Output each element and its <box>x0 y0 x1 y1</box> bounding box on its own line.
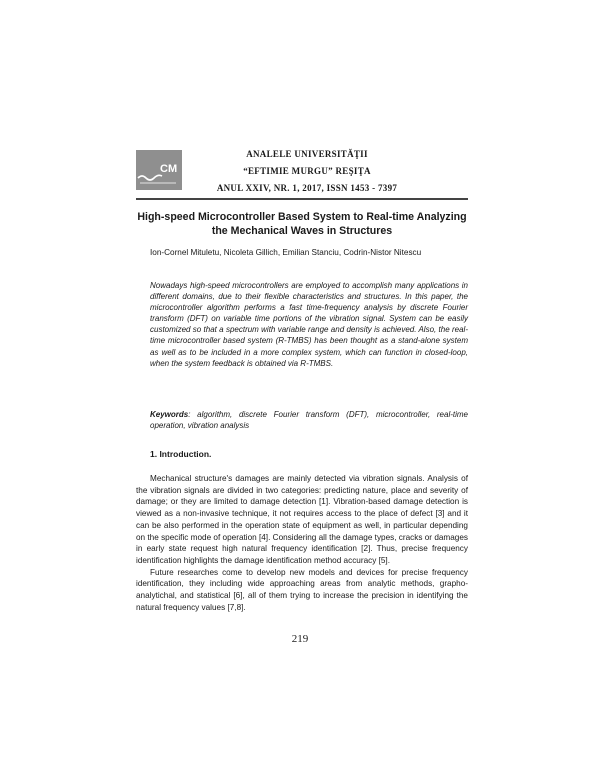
page-number: 219 <box>291 633 309 645</box>
paper-title: High-speed Microcontroller Based System to Real-time Analyzing the Mechanical Waves in Structures <box>137 211 467 237</box>
journal-name-line2: “EFTIMIE MURGU” REŞIŢA <box>243 166 371 176</box>
logo-text: CM <box>160 163 178 175</box>
journal-issue-info: ANUL XXIV, NR. 1, 2017, ISSN 1453 - 7397 <box>216 183 398 193</box>
header-rule <box>136 198 468 200</box>
body-paragraph: Future researches come to develop new models and devices for precise frequency identification, they including wide approaching areas from analytic methods, grapho-analytichal, and statistical [6], all of them trying to increase the precision in identifying the natural frequency values [7,8]. <box>136 567 468 612</box>
paper-keywords <box>150 409 468 431</box>
section-heading: 1. Introduction. <box>150 449 212 459</box>
paper-body <box>136 473 468 613</box>
keywords-label: Keywords <box>150 410 189 419</box>
journal-name-line1: ANALELE UNIVERSITĂŢII <box>246 149 368 159</box>
keywords-list: : algorithm, discrete Fourier transform (DFT), microcontroller, real-time operation, vibration analysis <box>150 410 468 431</box>
paper-authors: Ion-Cornel Mituletu, Nicoleta Gillich, Emilian Stanciu, Codrin-Nistor Nitescu <box>150 248 422 257</box>
body-paragraph: Mechanical structure's damages are mainly detected via vibration signals. Analysis of the vibration signals are divided in two categories: predicting nature, place and severity of damage; or they are limited to damage detection [1]. Vibration-based damage detection is viewed as a non-invasive technique, it not requires access to the place of defect [3] and it can be also performed in the operation state of equipment as well, in particular depending on the specific mode of operation [4]. Considering all the damage types, cracks or damages in early state request high natural frequency identification [2]. Thus, precise frequency identification highlights the damage identification method accuracy [5]. <box>136 474 468 565</box>
journal-logo <box>136 150 182 190</box>
paper-abstract: Nowadays high-speed microcontrollers are employed to accomplish many applications in different domains, due to their flexible characteristics and structures. In this paper, the microcontroller algorithm performs a fast time-frequency analysis by discrete Fourier transform (DFT) on variable time portions of the vibration signal. System can be easily customized so that a spectrum with variable range and density is achieved. Also, the real-time microcontroller based system (R-TMBS) has been thought as a stand-alone system as well as to be included in a more complex system, which can function in closed-loop, when the system feedback is obtained via R-TMBS. <box>150 281 468 368</box>
journal-logo-icon <box>136 150 182 190</box>
